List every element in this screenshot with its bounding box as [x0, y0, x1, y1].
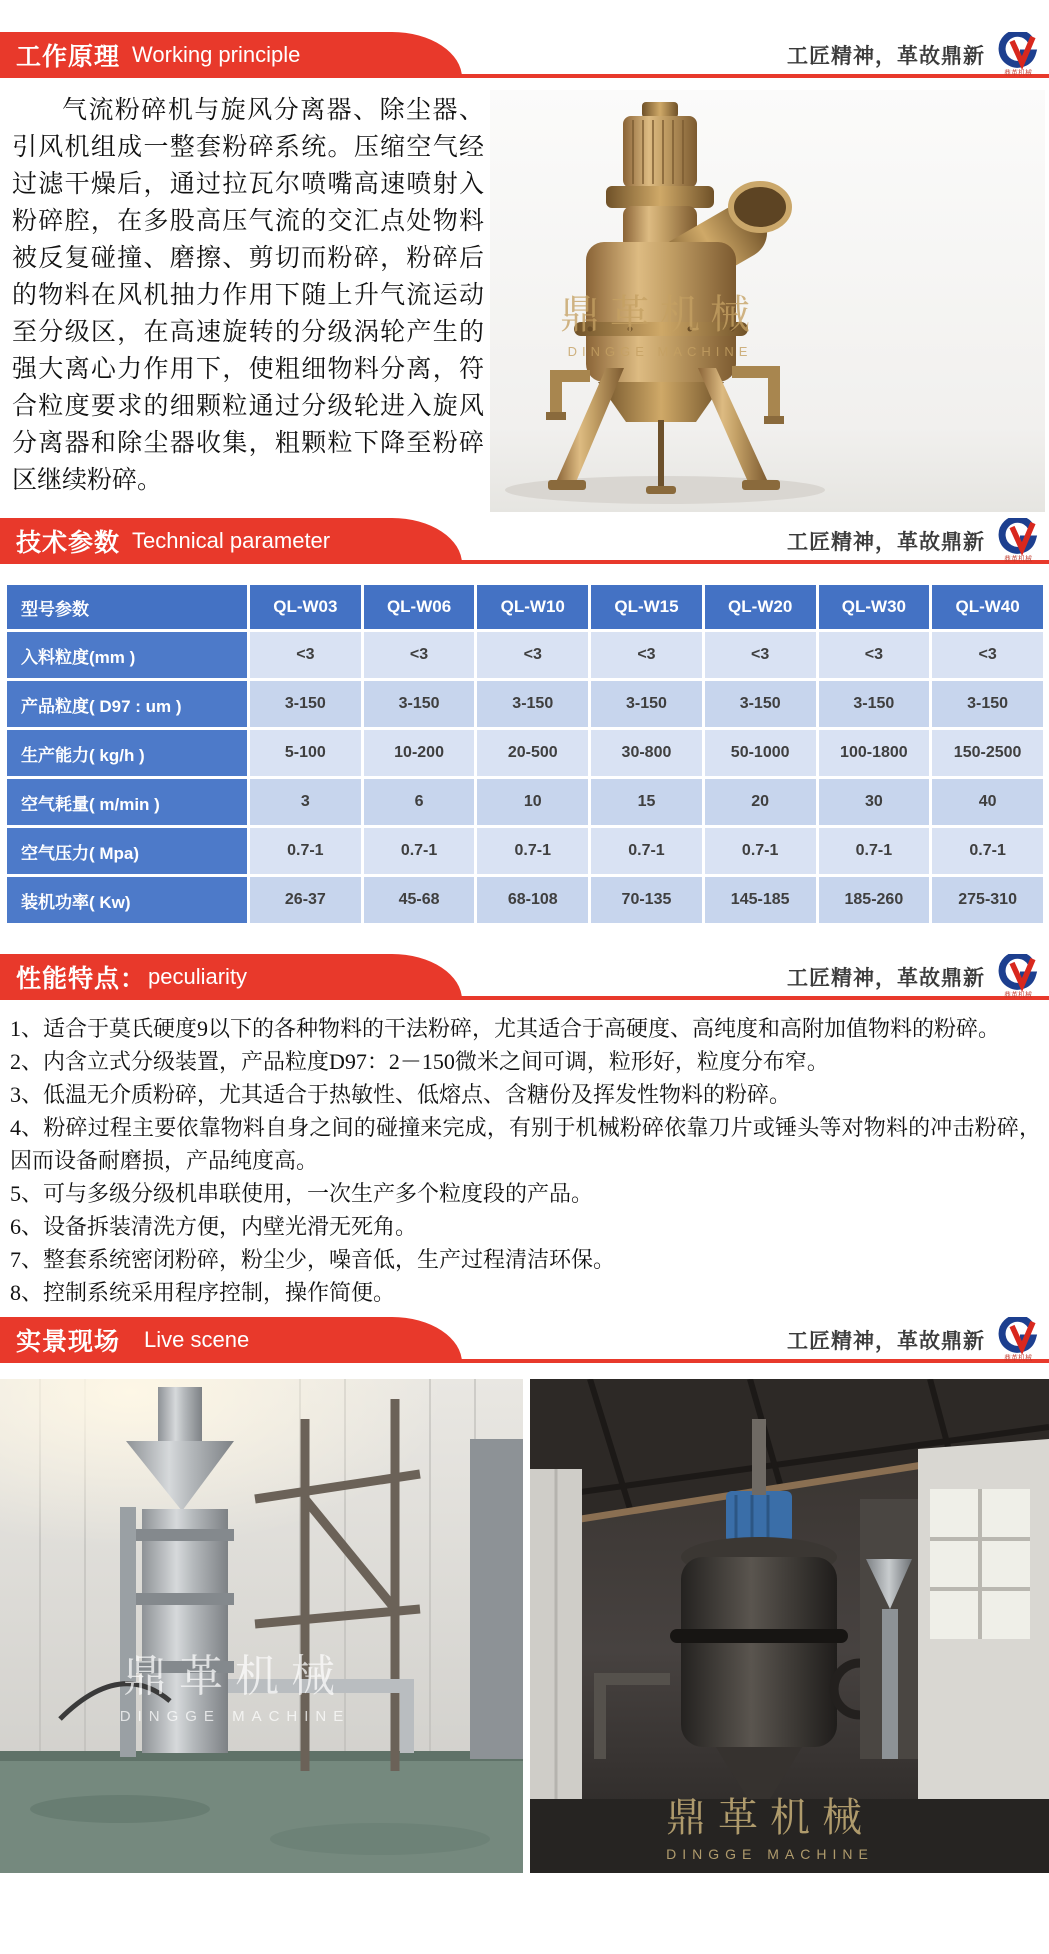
model-header-cell: QL-W15 — [591, 585, 702, 629]
product-figure — [490, 90, 1045, 512]
table-row — [7, 828, 1043, 874]
row-label-cell: 入料粒度(mm ) — [7, 632, 247, 678]
banner-ribbon — [0, 1317, 462, 1363]
section-banner-working-principle — [0, 32, 1049, 78]
value-cell: 3-150 — [364, 681, 475, 727]
model-header-cell: QL-W40 — [932, 585, 1043, 629]
feature-item: 7、整套系统密闭粉碎，粉尘少，噪音低，生产过程清洁环保。 — [10, 1247, 616, 1272]
value-cell: 145-185 — [705, 877, 816, 923]
banner-title-zh: 性能特点： — [16, 965, 147, 993]
parameter-table — [4, 582, 1046, 926]
row-label-cell: 装机功率( Kw) — [7, 877, 247, 923]
banner-title-zh: 技术参数 — [16, 529, 121, 557]
brand-logo-icon — [995, 32, 1041, 78]
value-cell: 40 — [932, 779, 1043, 825]
watermark-text: 鼎革机械 — [560, 293, 760, 337]
value-cell: 3-150 — [932, 681, 1043, 727]
row-label-cell: 空气耗量( m/min ) — [7, 779, 247, 825]
brand-slogan: 工匠精神，革故鼎新 — [787, 45, 985, 68]
banner-title-zh: 实景现场 — [16, 1328, 121, 1356]
brand-logo-icon — [995, 518, 1041, 564]
live-scene-photos — [0, 1379, 1049, 1873]
live-scene-photo-right — [530, 1379, 1049, 1873]
table-corner-cell: 型号参数 — [7, 585, 247, 629]
banner-title-zh: 工作原理 — [16, 43, 121, 71]
feature-item: 6、设备拆装清洗方便，内壁光滑无死角。 — [10, 1214, 418, 1239]
parameter-table-head — [7, 585, 1043, 629]
value-cell: 30 — [819, 779, 930, 825]
feature-item: 4、粉碎过程主要依靠物料自身之间的碰撞来完成，有别于机械粉碎依靠刀片或锤头等对物料的冲击粉碎，因而设备耐磨损，产品纯度高。 — [10, 1115, 1041, 1173]
value-cell: 275-310 — [932, 877, 1043, 923]
banner-title-en: peculiarity — [148, 964, 248, 989]
value-cell: 3-150 — [705, 681, 816, 727]
machine-motor — [623, 116, 697, 188]
table-row — [7, 730, 1043, 776]
value-cell: 6 — [364, 779, 475, 825]
value-cell: 15 — [591, 779, 702, 825]
banner-title-en: Working principle — [132, 42, 301, 67]
value-cell: 3-150 — [591, 681, 702, 727]
banner-slogan-area — [787, 954, 1041, 1000]
value-cell: 0.7-1 — [705, 828, 816, 874]
value-cell: 150-2500 — [932, 730, 1043, 776]
working-principle-section — [0, 78, 1049, 518]
section-banner-live-scene — [0, 1317, 1049, 1363]
table-row — [7, 632, 1043, 678]
value-cell: 3-150 — [819, 681, 930, 727]
value-cell: 50-1000 — [705, 730, 816, 776]
banner-slogan-area — [787, 32, 1041, 78]
value-cell: 100-1800 — [819, 730, 930, 776]
model-header-cell: QL-W10 — [477, 585, 588, 629]
banner-title-en: Technical parameter — [132, 528, 331, 553]
table-row — [7, 779, 1043, 825]
value-cell: 70-135 — [591, 877, 702, 923]
banner-title-en: Live scene — [144, 1327, 250, 1352]
feature-item: 1、适合于莫氏硬度9以下的各种物料的干法粉碎，尤其适合于高硬度、高纯度和高附加值物料的粉碎。 — [10, 1016, 1001, 1041]
row-label-cell: 生产能力( kg/h ) — [7, 730, 247, 776]
value-cell: 0.7-1 — [591, 828, 702, 874]
value-cell: 0.7-1 — [364, 828, 475, 874]
value-cell: 20-500 — [477, 730, 588, 776]
value-cell: 185-260 — [819, 877, 930, 923]
value-cell: 5-100 — [250, 730, 361, 776]
banner-ribbon — [0, 518, 462, 564]
logo-caption: 鼎革机械 — [1004, 70, 1032, 77]
value-cell: 3 — [250, 779, 361, 825]
table-row — [7, 877, 1043, 923]
row-label-cell: 产品粒度( D97 : um ) — [7, 681, 247, 727]
live-scene-photo-left — [0, 1379, 523, 1873]
working-principle-paragraph: 气流粉碎机与旋风分离器、除尘器、引风机组成一整套粉碎系统。压缩空气经过滤干燥后，通过拉瓦尔喷嘴高速喷射入粉碎腔，在多股高压气流的交汇点处物料被反复碰撞、磨擦、剪切而粉碎，粉碎后的物料在风机抽力作用下随上升气流运动至分级区，在高速旋转的分级涡轮产生的强大离心力作用下，使粗细物料分离，符合粒度要求的细颗粒通过分级轮进入旋风分离器和除尘器收集，粗颗粒下降至粉碎区继续粉碎。 — [12, 97, 484, 494]
value-cell: <3 — [250, 632, 361, 678]
value-cell: 26-37 — [250, 877, 361, 923]
value-cell: <3 — [932, 632, 1043, 678]
value-cell: <3 — [819, 632, 930, 678]
brand-logo-icon — [995, 954, 1041, 1000]
watermark-subtext: DINGGE MACHINE — [567, 344, 753, 359]
brand-logo-icon — [995, 1317, 1041, 1363]
banner-slogan-area — [787, 1317, 1041, 1363]
banner-ribbon — [0, 954, 462, 1000]
value-cell: 10 — [477, 779, 588, 825]
feature-item: 5、可与多级分级机串联使用，一次生产多个粒度段的产品。 — [10, 1181, 594, 1206]
model-header-cell: QL-W20 — [705, 585, 816, 629]
value-cell: 10-200 — [364, 730, 475, 776]
value-cell: 3-150 — [477, 681, 588, 727]
value-cell: 20 — [705, 779, 816, 825]
value-cell: <3 — [477, 632, 588, 678]
table-row — [7, 681, 1043, 727]
banner-ribbon — [0, 32, 462, 78]
table-header-row — [7, 585, 1043, 629]
feature-item: 8、控制系统采用程序控制，操作简便。 — [10, 1280, 396, 1305]
brand-slogan: 工匠精神，革故鼎新 — [787, 1330, 985, 1353]
row-label-cell: 空气压力( Mpa) — [7, 828, 247, 874]
feature-item: 3、低温无介质粉碎，尤其适合于热敏性、低熔点、含糖份及挥发性物料的粉碎。 — [10, 1082, 792, 1107]
watermark-subtext: DINGGE MACHINE — [666, 1846, 874, 1862]
parameter-table-body — [7, 632, 1043, 923]
value-cell: <3 — [705, 632, 816, 678]
svg-text:鼎革机械: 鼎革机械 — [1004, 556, 1032, 563]
model-header-cell: QL-W06 — [364, 585, 475, 629]
value-cell: 45-68 — [364, 877, 475, 923]
section-banner-technical-parameter — [0, 518, 1049, 564]
product-image — [490, 90, 1045, 512]
feature-list — [0, 1012, 1049, 1309]
section-banner-peculiarity — [0, 954, 1049, 1000]
banner-slogan-area — [787, 518, 1041, 564]
value-cell: <3 — [591, 632, 702, 678]
value-cell: 0.7-1 — [250, 828, 361, 874]
svg-text:鼎革机械: 鼎革机械 — [1004, 992, 1032, 999]
watermark-text: 鼎革机械 — [666, 1796, 874, 1840]
svg-text:鼎革机械: 鼎革机械 — [1004, 1355, 1032, 1362]
watermark-text: 鼎革机械 — [123, 1652, 347, 1701]
feature-item: 2、内含立式分级装置，产品粒度D97：2－150微米之间可调，粒形好，粒度分布窄。 — [10, 1049, 829, 1074]
value-cell: 3-150 — [250, 681, 361, 727]
model-header-cell: QL-W30 — [819, 585, 930, 629]
brand-slogan: 工匠精神，革故鼎新 — [787, 531, 985, 554]
brand-slogan: 工匠精神，革故鼎新 — [787, 967, 985, 990]
value-cell: <3 — [364, 632, 475, 678]
value-cell: 0.7-1 — [477, 828, 588, 874]
value-cell: 0.7-1 — [819, 828, 930, 874]
model-header-cell: QL-W03 — [250, 585, 361, 629]
watermark-subtext: DINGGE MACHINE — [119, 1708, 351, 1725]
value-cell: 0.7-1 — [932, 828, 1043, 874]
value-cell: 30-800 — [591, 730, 702, 776]
value-cell: 68-108 — [477, 877, 588, 923]
